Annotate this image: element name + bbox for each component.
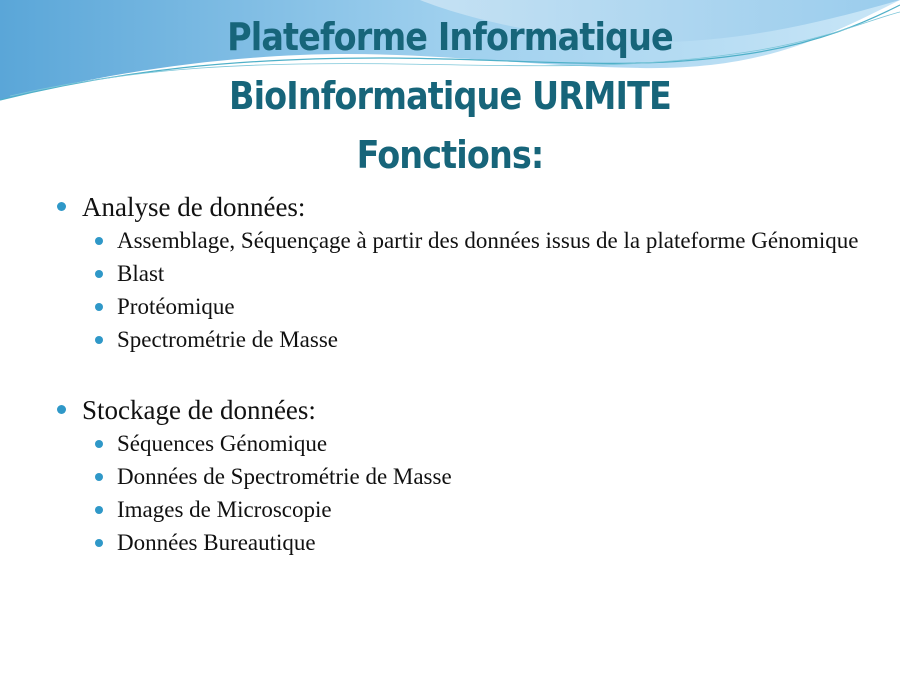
slide-content xyxy=(55,190,875,564)
list-item-text: Séquences Génomique xyxy=(117,431,328,456)
title-line-1: Plateforme Informatique xyxy=(227,15,673,59)
bullet-icon xyxy=(95,336,103,344)
list-item xyxy=(55,262,875,286)
bullet-icon xyxy=(95,303,103,311)
list-item xyxy=(55,328,875,352)
list-item xyxy=(55,498,875,522)
list-item xyxy=(55,295,875,319)
bullet-icon xyxy=(95,440,103,448)
list-item-text: Spectrométrie de Masse xyxy=(117,327,338,352)
list-item-text: Assemblage, Séquençage à partir des données issus de la plateforme Génomique xyxy=(117,228,859,253)
list-item-text: Données de Spectrométrie de Masse xyxy=(117,464,452,489)
bullet-icon xyxy=(95,270,103,278)
bullet-icon xyxy=(57,405,66,414)
section-label: Stockage de données: xyxy=(82,395,316,425)
list-item-text: Protéomique xyxy=(117,294,235,319)
section-stockage xyxy=(55,393,875,427)
list-item xyxy=(55,531,875,555)
slide-title xyxy=(0,8,900,185)
list-item xyxy=(55,432,875,456)
title-line-3: Fonctions: xyxy=(356,133,544,177)
list-item-text: Blast xyxy=(117,261,165,286)
bullet-icon xyxy=(95,473,103,481)
title-line-2: BioInformatique URMITE xyxy=(228,74,672,118)
list-item xyxy=(55,465,875,489)
list-item-text: Données Bureautique xyxy=(117,530,316,555)
section-analyse xyxy=(55,190,875,224)
bullet-icon xyxy=(57,202,66,211)
section-label: Analyse de données: xyxy=(82,192,306,222)
list-item-text: Images de Microscopie xyxy=(117,497,332,522)
list-item xyxy=(55,229,875,253)
bullet-icon xyxy=(95,506,103,514)
bullet-icon xyxy=(95,237,103,245)
bullet-icon xyxy=(95,539,103,547)
